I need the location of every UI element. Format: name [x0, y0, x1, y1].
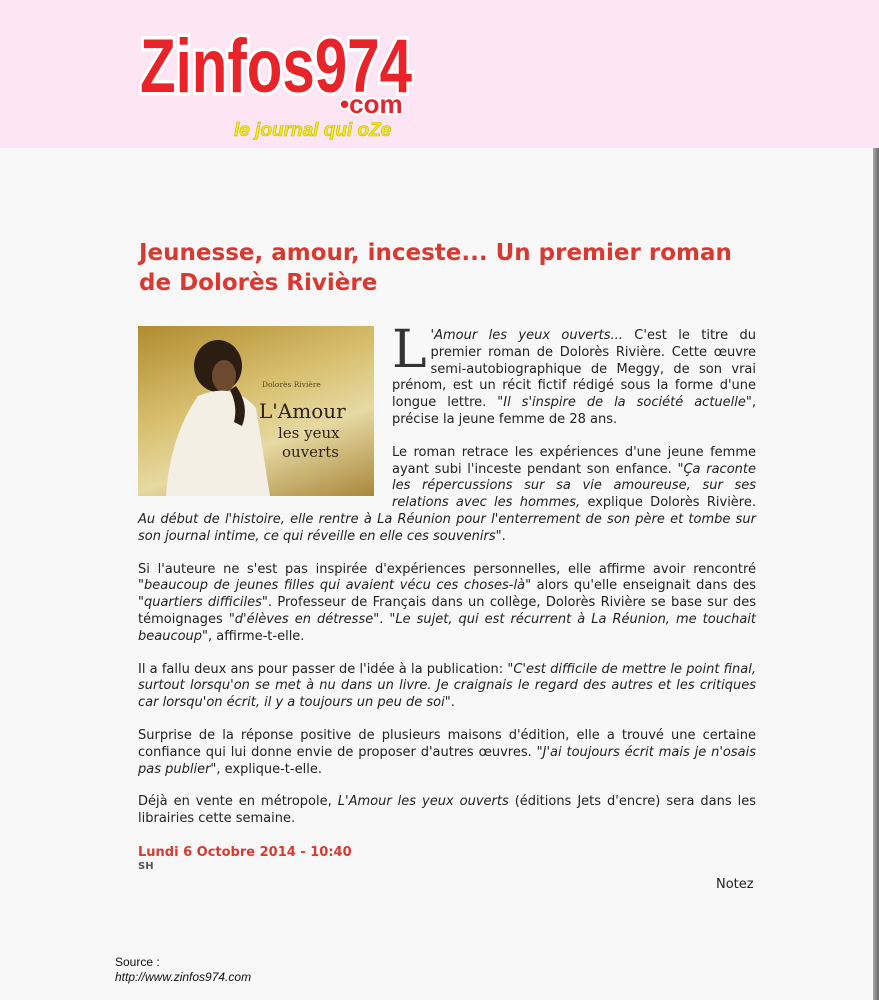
p5-quote: "J'ai toujours écrit mais je n'osais pas publier" — [138, 744, 756, 777]
logo-domain: •com — [340, 89, 403, 119]
article-date: Lundi 6 Octobre 2014 - 10:40 — [138, 845, 352, 860]
p6-end: (éditions Jets d'encre) sera dans les librairies cette semaine. — [138, 794, 757, 827]
p1-quote: "Il s'inspire de la société actuelle" — [497, 395, 752, 411]
p2-quote: "Ça raconte les répercussions sur sa vie amoureuse, sur ses relations avec les hommes, — [392, 461, 756, 511]
p3-quote-b: "beaucoup de jeunes filles qui avaient vécu ces choses-là" — [138, 578, 532, 594]
p6-book-title: L'Amour les yeux ouverts — [337, 794, 509, 810]
cover-title-line2: les yeux — [278, 424, 340, 442]
p4-quote: "C'est difficile de mettre le point final, surtout lorsqu'on se met à nu dans un livre. Je craignais le regard des autres et les critiques car lorsqu'on écrit, il y a toujours un peu de soi" — [138, 661, 756, 711]
p2-end: . — [501, 528, 506, 544]
p1-text: C'est le titre du premier roman de Dolorès Rivière. Cette œuvre semi-autobiographique de Meggy, de son vrai prénom, est un récit fictif rédigé sous la forme d'une longue lettre. — [392, 328, 756, 411]
p3-text-a: Si l'auteure ne s'est pas inspirée d'expériences personnelles, elle affirme avoir rencontré — [138, 561, 756, 577]
image-spacer — [138, 328, 388, 498]
article-body — [138, 320, 757, 844]
article-author: SH — [138, 861, 154, 872]
zinfos974-logo[interactable] — [136, 10, 418, 140]
source-url[interactable]: http://www.zinfos974.com — [115, 970, 252, 984]
p3-quote-f: "d'élèves en détresse" — [228, 611, 380, 627]
p2-attrib: explique Dolorès Rivière. — [580, 495, 756, 511]
p4-text: Il a fallu deux ans pour passer de l'idée à la publication: — [138, 661, 508, 677]
p1-book-title: 'Amour les yeux ouverts... — [430, 328, 623, 343]
source-credit — [115, 955, 251, 985]
cover-title-line3: ouverts — [282, 443, 339, 461]
paragraph-5 — [138, 728, 756, 778]
paragraph-4 — [138, 662, 756, 712]
logo-main: Zinfos974 — [140, 24, 412, 109]
logo-tagline: le journal qui oZe — [234, 120, 392, 140]
p3-text-e: . Professeur de Français dans un collège, Dolorès Rivière se base sur des témoignages — [138, 595, 757, 627]
page-edge-shadow — [873, 148, 879, 1000]
p3-text-g: . — [379, 611, 390, 627]
p5-text: Surprise de la réponse positive de plusieurs maisons d'édition, elle a trouvé une certaine confiance qui lui donne envie de proposer d'autres œuvres. — [138, 727, 756, 760]
paragraph-6 — [138, 794, 756, 828]
article-title: Jeunesse, amour, inceste... Un premier roman de Dolorès Rivière — [139, 240, 732, 296]
source-label: Source : — [115, 955, 160, 969]
notez-link[interactable]: Notez — [716, 877, 754, 892]
p1-end: , précise la jeune femme de 28 ans. — [392, 395, 756, 427]
cover-title-line1: L'Amour — [259, 399, 346, 423]
p3-quote-h: "Le sujet, qui est récurrent à La Réunion, me touchait beaucoup" — [138, 611, 756, 644]
site-header — [0, 0, 879, 148]
p3-text-c: alors qu'elle enseignait dans des — [531, 578, 756, 594]
p6-text: Déjà en vente en métropole, — [138, 794, 338, 810]
p2-text: Le roman retrace les expériences d'une jeune femme ayant subi l'inceste pendant son enfance. — [392, 444, 756, 477]
p4-end: . — [450, 695, 455, 711]
p2-quote-2: Au début de l'histoire, elle rentre à La Réunion pour l'enterrement de son père et tombe sur son journal intime, ce qui réveille en elle ces souvenirs" — [138, 511, 756, 544]
p5-end: , explique-t-elle. — [216, 761, 322, 777]
cover-author: Dolorès Rivière — [262, 380, 321, 389]
drop-cap: L — [392, 320, 427, 380]
p3-quote-d: "quartiers difficiles" — [138, 595, 268, 611]
paragraph-3 — [138, 562, 756, 646]
p3-text-i: , affirme-t-elle. — [208, 628, 305, 644]
